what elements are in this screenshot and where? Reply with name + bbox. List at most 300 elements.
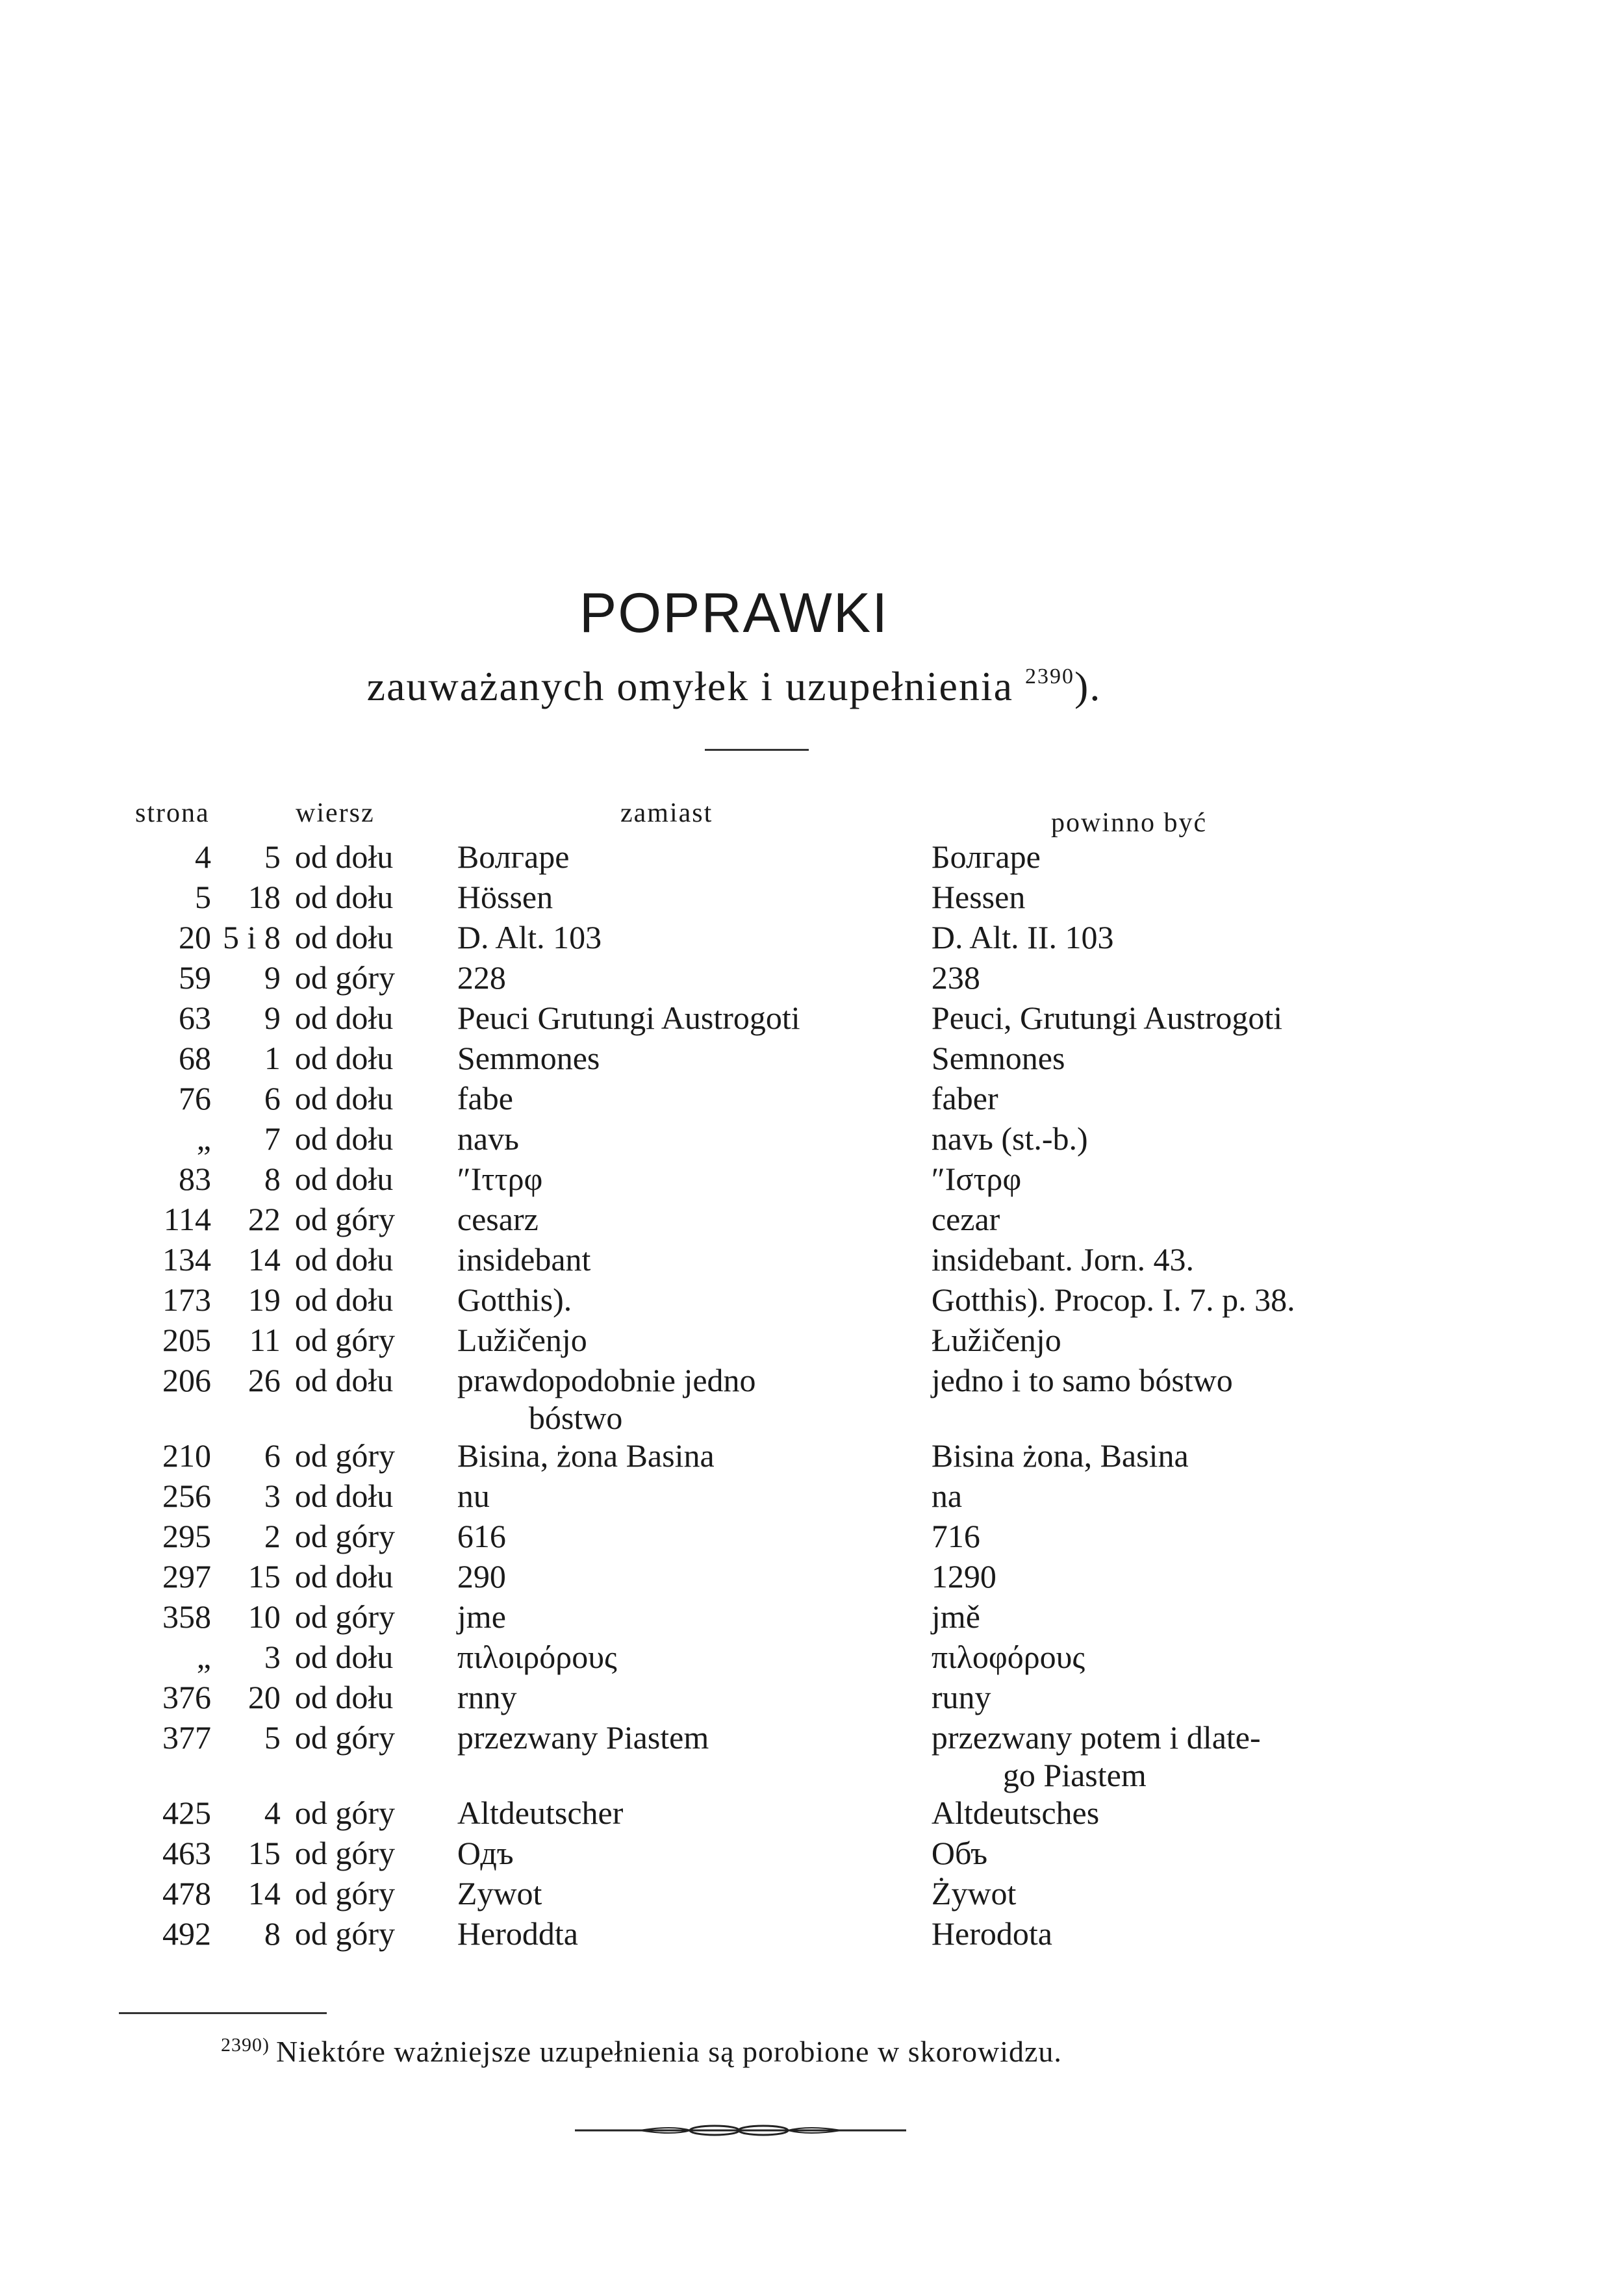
cell-line-text: 2 <box>264 1518 281 1554</box>
cell-was <box>457 1320 925 1360</box>
table-row <box>133 917 1425 957</box>
cell-direction <box>287 837 457 877</box>
cell-should <box>925 1873 1425 1913</box>
cell-direction <box>287 1159 457 1199</box>
cell-page <box>133 1873 223 1913</box>
cell-page-text: 256 <box>162 1478 211 1514</box>
cell-direction-text: od góry <box>294 1795 396 1831</box>
cell-line <box>223 1360 287 1435</box>
cell-direction-text: od dołu <box>294 1040 394 1076</box>
cell-should <box>925 1596 1425 1637</box>
cell-line <box>223 1199 287 1239</box>
cell-should <box>925 1793 1425 1833</box>
cell-direction <box>287 1793 457 1833</box>
subtitle-close: ). <box>1074 663 1102 709</box>
cell-line <box>223 1873 287 1913</box>
cell-line-text: 15 <box>247 1835 281 1871</box>
cell-line-text: 6 <box>264 1080 281 1116</box>
cell-direction-text: od góry <box>294 1835 396 1871</box>
cell-should <box>925 1677 1425 1717</box>
cell-page-text: 295 <box>162 1518 211 1554</box>
cell-line-text: 3 <box>264 1639 281 1675</box>
cell-line-text: 10 <box>247 1598 281 1635</box>
table-row <box>133 1556 1425 1596</box>
table-row <box>133 1873 1425 1913</box>
cell-was-text: 228 <box>457 959 506 996</box>
cell-page <box>133 1159 223 1199</box>
cell-page-text: 376 <box>162 1679 211 1715</box>
cell-page <box>133 1596 223 1637</box>
cell-should-text: przezwany potem i dlate- <box>931 1719 1261 1756</box>
cell-page-text: 5 <box>195 879 211 915</box>
footnote-ref: 2390) <box>221 2034 270 2056</box>
cell-direction-text: od dołu <box>294 919 394 955</box>
page-subtitle <box>0 662 1546 711</box>
end-ornament-icon <box>575 2117 906 2143</box>
page-title: POPRAWKI <box>579 582 889 644</box>
cell-page-text: 205 <box>162 1322 211 1358</box>
cell-page <box>133 1078 223 1118</box>
cell-page-text: 206 <box>162 1362 211 1398</box>
cell-page <box>133 1199 223 1239</box>
cell-should-text: Объ <box>931 1835 988 1871</box>
cell-was-text: πιλοιρόρους <box>457 1639 617 1675</box>
cell-was-text: Semmones <box>457 1040 600 1076</box>
cell-was-text: Bisina, żona Basina <box>457 1437 715 1474</box>
cell-line <box>223 1320 287 1360</box>
cell-should-text: Gotthis). Procop. I. 7. p. 38. <box>931 1281 1295 1318</box>
cell-line-text: 14 <box>247 1875 281 1911</box>
table-row <box>133 1793 1425 1833</box>
table-row <box>133 1476 1425 1516</box>
cell-was <box>457 1833 925 1873</box>
cell-line-text: 4 <box>264 1795 281 1831</box>
cell-direction-text: od góry <box>294 1719 396 1756</box>
cell-direction-text: od góry <box>294 1518 396 1554</box>
cell-should-text: 238 <box>931 959 980 996</box>
cell-direction-text: od dołu <box>294 1281 394 1318</box>
cell-was <box>457 1556 925 1596</box>
cell-page <box>133 1280 223 1320</box>
cell-should-text: πιλοφόρους <box>931 1639 1085 1675</box>
cell-page-text: 59 <box>179 959 211 996</box>
cell-should <box>925 1118 1425 1159</box>
cell-page-text: 76 <box>179 1080 211 1116</box>
cell-was <box>457 1677 925 1717</box>
cell-line-text: 20 <box>247 1679 281 1715</box>
cell-should-text: Болгаре <box>931 839 1041 875</box>
cell-should <box>925 837 1425 877</box>
cell-should-text: ″Ιστρφ <box>931 1161 1022 1197</box>
cell-direction <box>287 877 457 917</box>
cell-direction <box>287 1717 457 1793</box>
cell-line-text: 1 <box>264 1040 281 1076</box>
table-row <box>133 1118 1425 1159</box>
cell-was-text: 290 <box>457 1558 506 1595</box>
cell-was <box>457 1516 925 1556</box>
cell-direction <box>287 1913 457 1954</box>
cell-direction-text: od góry <box>294 1875 396 1911</box>
cell-line-text: 5 <box>264 1719 281 1756</box>
cell-direction-text: od dołu <box>294 839 394 875</box>
cell-was <box>457 837 925 877</box>
cell-should-text: navь (st.-b.) <box>931 1120 1088 1157</box>
cell-direction-text: od dołu <box>294 1120 394 1157</box>
cell-should <box>925 1435 1425 1476</box>
cell-page <box>133 1320 223 1360</box>
cell-line <box>223 1078 287 1118</box>
table-row <box>133 877 1425 917</box>
cell-direction-text: od dołu <box>294 879 394 915</box>
errata-table-body <box>133 837 1425 1954</box>
cell-direction <box>287 1320 457 1360</box>
cell-line-text: 14 <box>247 1241 281 1278</box>
cell-was-text: Altdeutscher <box>457 1795 624 1831</box>
cell-page-text: 4 <box>195 839 211 875</box>
cell-direction <box>287 1118 457 1159</box>
cell-should <box>925 1239 1425 1280</box>
cell-was <box>457 1360 925 1435</box>
cell-was-text: Peuci Grutungi Austrogoti <box>457 1000 800 1036</box>
cell-line-text: 5 i 8 <box>223 919 281 955</box>
cell-should-text: jmě <box>931 1598 980 1635</box>
cell-line-text: 19 <box>247 1281 281 1318</box>
column-header-line: wiersz <box>296 798 375 828</box>
cell-direction <box>287 1476 457 1516</box>
cell-line-text: 9 <box>264 959 281 996</box>
cell-direction <box>287 1280 457 1320</box>
cell-was <box>457 1913 925 1954</box>
cell-direction <box>287 1556 457 1596</box>
cell-direction-text: od góry <box>294 1201 396 1237</box>
cell-line <box>223 1159 287 1199</box>
cell-should <box>925 1556 1425 1596</box>
cell-line <box>223 1280 287 1320</box>
cell-was <box>457 877 925 917</box>
errata-table <box>133 837 1425 1954</box>
cell-was-text: Heroddta <box>457 1915 578 1952</box>
cell-page <box>133 1913 223 1954</box>
cell-direction-text: od dołu <box>294 1080 394 1116</box>
cell-was-text: ″Ιττρφ <box>457 1161 543 1197</box>
cell-should <box>925 1637 1425 1677</box>
cell-direction <box>287 998 457 1038</box>
cell-page <box>133 1435 223 1476</box>
cell-was-text: rnny <box>457 1679 517 1715</box>
column-header-should: powinno być <box>1051 808 1208 838</box>
cell-direction <box>287 1239 457 1280</box>
cell-was-text: nu <box>457 1478 490 1514</box>
cell-was <box>457 1199 925 1239</box>
table-row <box>133 1596 1425 1637</box>
cell-should-text: faber <box>931 1080 998 1116</box>
cell-was-text: insidebant <box>457 1241 591 1278</box>
column-header-was: zamiast <box>620 798 713 828</box>
cell-line <box>223 917 287 957</box>
table-row <box>133 837 1425 877</box>
cell-line-text: 8 <box>264 1161 281 1197</box>
cell-was-text: jme <box>457 1598 506 1635</box>
cell-page-text: 210 <box>162 1437 211 1474</box>
cell-was <box>457 1280 925 1320</box>
cell-line <box>223 957 287 998</box>
cell-should <box>925 1476 1425 1516</box>
table-row <box>133 1833 1425 1873</box>
cell-was-continuation: bóstwo <box>528 1400 623 1436</box>
cell-direction-text: od góry <box>294 1598 396 1635</box>
cell-line <box>223 998 287 1038</box>
cell-was-text: D. Alt. 103 <box>457 919 602 955</box>
cell-direction-text: od dołu <box>294 1679 394 1715</box>
cell-page <box>133 1239 223 1280</box>
table-row <box>133 1637 1425 1677</box>
cell-line <box>223 1038 287 1078</box>
cell-page <box>133 917 223 957</box>
cell-should <box>925 957 1425 998</box>
cell-direction <box>287 1596 457 1637</box>
cell-was <box>457 957 925 998</box>
cell-was-text: przezwany Piastem <box>457 1719 709 1756</box>
cell-direction-text: od góry <box>294 959 396 996</box>
cell-line-text: 26 <box>247 1362 281 1398</box>
cell-line-text: 22 <box>247 1201 281 1237</box>
cell-should <box>925 1199 1425 1239</box>
cell-line <box>223 877 287 917</box>
cell-page <box>133 1038 223 1078</box>
cell-page <box>133 1360 223 1435</box>
cell-should-text: 716 <box>931 1518 980 1554</box>
cell-should-text: Semnones <box>931 1040 1065 1076</box>
cell-line <box>223 1637 287 1677</box>
cell-should-continuation: go Piastem <box>1002 1757 1147 1793</box>
cell-should <box>925 917 1425 957</box>
table-row <box>133 957 1425 998</box>
cell-should-text: 1290 <box>931 1558 996 1595</box>
table-row <box>133 1717 1425 1793</box>
table-row <box>133 1199 1425 1239</box>
table-row <box>133 998 1425 1038</box>
cell-was <box>457 1637 925 1677</box>
cell-page-text: 114 <box>163 1201 211 1237</box>
cell-should-text: D. Alt. II. 103 <box>931 919 1114 955</box>
table-row <box>133 1078 1425 1118</box>
cell-line-text: 3 <box>264 1478 281 1514</box>
cell-was-text: prawdopodobnie jedno <box>457 1362 756 1398</box>
table-row <box>133 1280 1425 1320</box>
cell-direction-text: od dołu <box>294 1558 394 1595</box>
cell-should <box>925 877 1425 917</box>
cell-page <box>133 1476 223 1516</box>
cell-line <box>223 1913 287 1954</box>
table-row <box>133 1677 1425 1717</box>
cell-page-text: „ <box>196 1120 211 1157</box>
cell-was-text: Одъ <box>457 1835 514 1871</box>
cell-should-text: na <box>931 1478 963 1514</box>
footnote-divider <box>119 2012 327 2014</box>
cell-direction <box>287 1435 457 1476</box>
cell-should-text: cezar <box>931 1201 1000 1237</box>
cell-line <box>223 1556 287 1596</box>
cell-direction-text: od góry <box>294 1322 396 1358</box>
cell-direction <box>287 1199 457 1239</box>
cell-page-text: 173 <box>162 1281 211 1318</box>
cell-should-text: Peuci, Grutungi Austrogoti <box>931 1000 1283 1036</box>
cell-was <box>457 1239 925 1280</box>
cell-line-text: 9 <box>264 1000 281 1036</box>
cell-should <box>925 998 1425 1038</box>
cell-was <box>457 917 925 957</box>
cell-was-text: Волгаре <box>457 839 570 875</box>
cell-direction <box>287 1360 457 1435</box>
cell-page <box>133 837 223 877</box>
cell-line <box>223 1476 287 1516</box>
cell-should-text: Hessen <box>931 879 1026 915</box>
cell-line-text: 7 <box>264 1120 281 1157</box>
cell-was <box>457 998 925 1038</box>
cell-direction <box>287 1677 457 1717</box>
subtitle-text: zauważanych omyłek i uzupełnienia <box>366 663 1014 709</box>
cell-page <box>133 877 223 917</box>
footnote <box>221 2034 1062 2069</box>
cell-line-text: 18 <box>247 879 281 915</box>
cell-page <box>133 1677 223 1717</box>
cell-page-text: 463 <box>162 1835 211 1871</box>
cell-page-text: 63 <box>179 1000 211 1036</box>
cell-direction <box>287 957 457 998</box>
cell-line-text: 15 <box>247 1558 281 1595</box>
cell-page-text: 68 <box>179 1040 211 1076</box>
footnote-text: Niektóre ważniejsze uzupełnienia są porobione w skorowidzu. <box>276 2035 1062 2068</box>
cell-direction <box>287 1078 457 1118</box>
cell-should <box>925 1360 1425 1435</box>
cell-page-text: 83 <box>179 1161 211 1197</box>
cell-page <box>133 1793 223 1833</box>
cell-direction <box>287 1038 457 1078</box>
cell-line <box>223 1793 287 1833</box>
cell-should <box>925 1280 1425 1320</box>
cell-page-text: „ <box>196 1639 211 1675</box>
cell-was-text: Zywot <box>457 1875 542 1911</box>
cell-was-text: fabe <box>457 1080 513 1116</box>
cell-should <box>925 1516 1425 1556</box>
cell-page <box>133 1717 223 1793</box>
table-row <box>133 1320 1425 1360</box>
cell-should-text: Herodota <box>931 1915 1052 1952</box>
cell-direction-text: od dołu <box>294 1639 394 1675</box>
cell-was <box>457 1159 925 1199</box>
cell-page-text: 358 <box>162 1598 211 1635</box>
cell-line <box>223 1435 287 1476</box>
table-row <box>133 1435 1425 1476</box>
cell-line <box>223 1596 287 1637</box>
title-divider <box>705 749 809 751</box>
cell-was <box>457 1596 925 1637</box>
cell-should <box>925 1320 1425 1360</box>
cell-line-text: 5 <box>264 839 281 875</box>
cell-was <box>457 1476 925 1516</box>
cell-line <box>223 1239 287 1280</box>
column-header-page: strona <box>135 798 210 828</box>
cell-was-text: 616 <box>457 1518 506 1554</box>
cell-line <box>223 1118 287 1159</box>
cell-page <box>133 1118 223 1159</box>
cell-was <box>457 1793 925 1833</box>
cell-page-text: 297 <box>162 1558 211 1595</box>
cell-should-text: Bisina żona, Basina <box>931 1437 1189 1474</box>
cell-was-text: navь <box>457 1120 519 1157</box>
cell-direction-text: od dołu <box>294 1241 394 1278</box>
cell-should-text: runy <box>931 1679 991 1715</box>
table-row <box>133 1159 1425 1199</box>
cell-direction-text: od góry <box>294 1437 396 1474</box>
cell-should-text: Altdeutsches <box>931 1795 1100 1831</box>
cell-page-text: 478 <box>162 1875 211 1911</box>
cell-line-text: 6 <box>264 1437 281 1474</box>
cell-direction-text: od dołu <box>294 1161 394 1197</box>
table-row <box>133 1239 1425 1280</box>
cell-line-text: 8 <box>264 1915 281 1952</box>
cell-should-text: Żywot <box>931 1875 1017 1911</box>
cell-direction <box>287 1516 457 1556</box>
cell-was <box>457 1717 925 1793</box>
cell-was <box>457 1038 925 1078</box>
cell-direction <box>287 1873 457 1913</box>
cell-page <box>133 1833 223 1873</box>
cell-page-text: 492 <box>162 1915 211 1952</box>
cell-direction-text: od góry <box>294 1915 396 1952</box>
cell-page <box>133 1637 223 1677</box>
cell-was-text: cesarz <box>457 1201 539 1237</box>
cell-should <box>925 1078 1425 1118</box>
cell-was <box>457 1873 925 1913</box>
cell-page <box>133 957 223 998</box>
cell-should-text: insidebant. Jorn. 43. <box>931 1241 1195 1278</box>
cell-should <box>925 1038 1425 1078</box>
cell-line <box>223 837 287 877</box>
cell-direction-text: od dołu <box>294 1478 394 1514</box>
cell-line <box>223 1717 287 1793</box>
cell-should <box>925 1717 1425 1793</box>
table-row <box>133 1516 1425 1556</box>
cell-direction-text: od dołu <box>294 1000 394 1036</box>
cell-page <box>133 1556 223 1596</box>
table-row <box>133 1038 1425 1078</box>
cell-should-text: Łužičenjo <box>931 1322 1061 1358</box>
cell-should <box>925 1913 1425 1954</box>
cell-was <box>457 1078 925 1118</box>
table-row <box>133 1913 1425 1954</box>
cell-line <box>223 1833 287 1873</box>
cell-page-text: 134 <box>162 1241 211 1278</box>
subtitle-footnote-ref: 2390 <box>1025 664 1075 688</box>
cell-direction <box>287 917 457 957</box>
cell-was-text: Gotthis). <box>457 1281 572 1318</box>
cell-direction-text: od dołu <box>294 1362 394 1398</box>
cell-should-text: jedno i to samo bóstwo <box>931 1362 1233 1398</box>
table-row <box>133 1360 1425 1435</box>
cell-page-text: 377 <box>162 1719 211 1756</box>
cell-line <box>223 1516 287 1556</box>
cell-should <box>925 1833 1425 1873</box>
cell-line <box>223 1677 287 1717</box>
cell-page-text: 425 <box>162 1795 211 1831</box>
cell-line-text: 11 <box>249 1322 281 1358</box>
cell-direction <box>287 1833 457 1873</box>
cell-was <box>457 1118 925 1159</box>
cell-page <box>133 998 223 1038</box>
cell-was <box>457 1435 925 1476</box>
cell-direction <box>287 1637 457 1677</box>
